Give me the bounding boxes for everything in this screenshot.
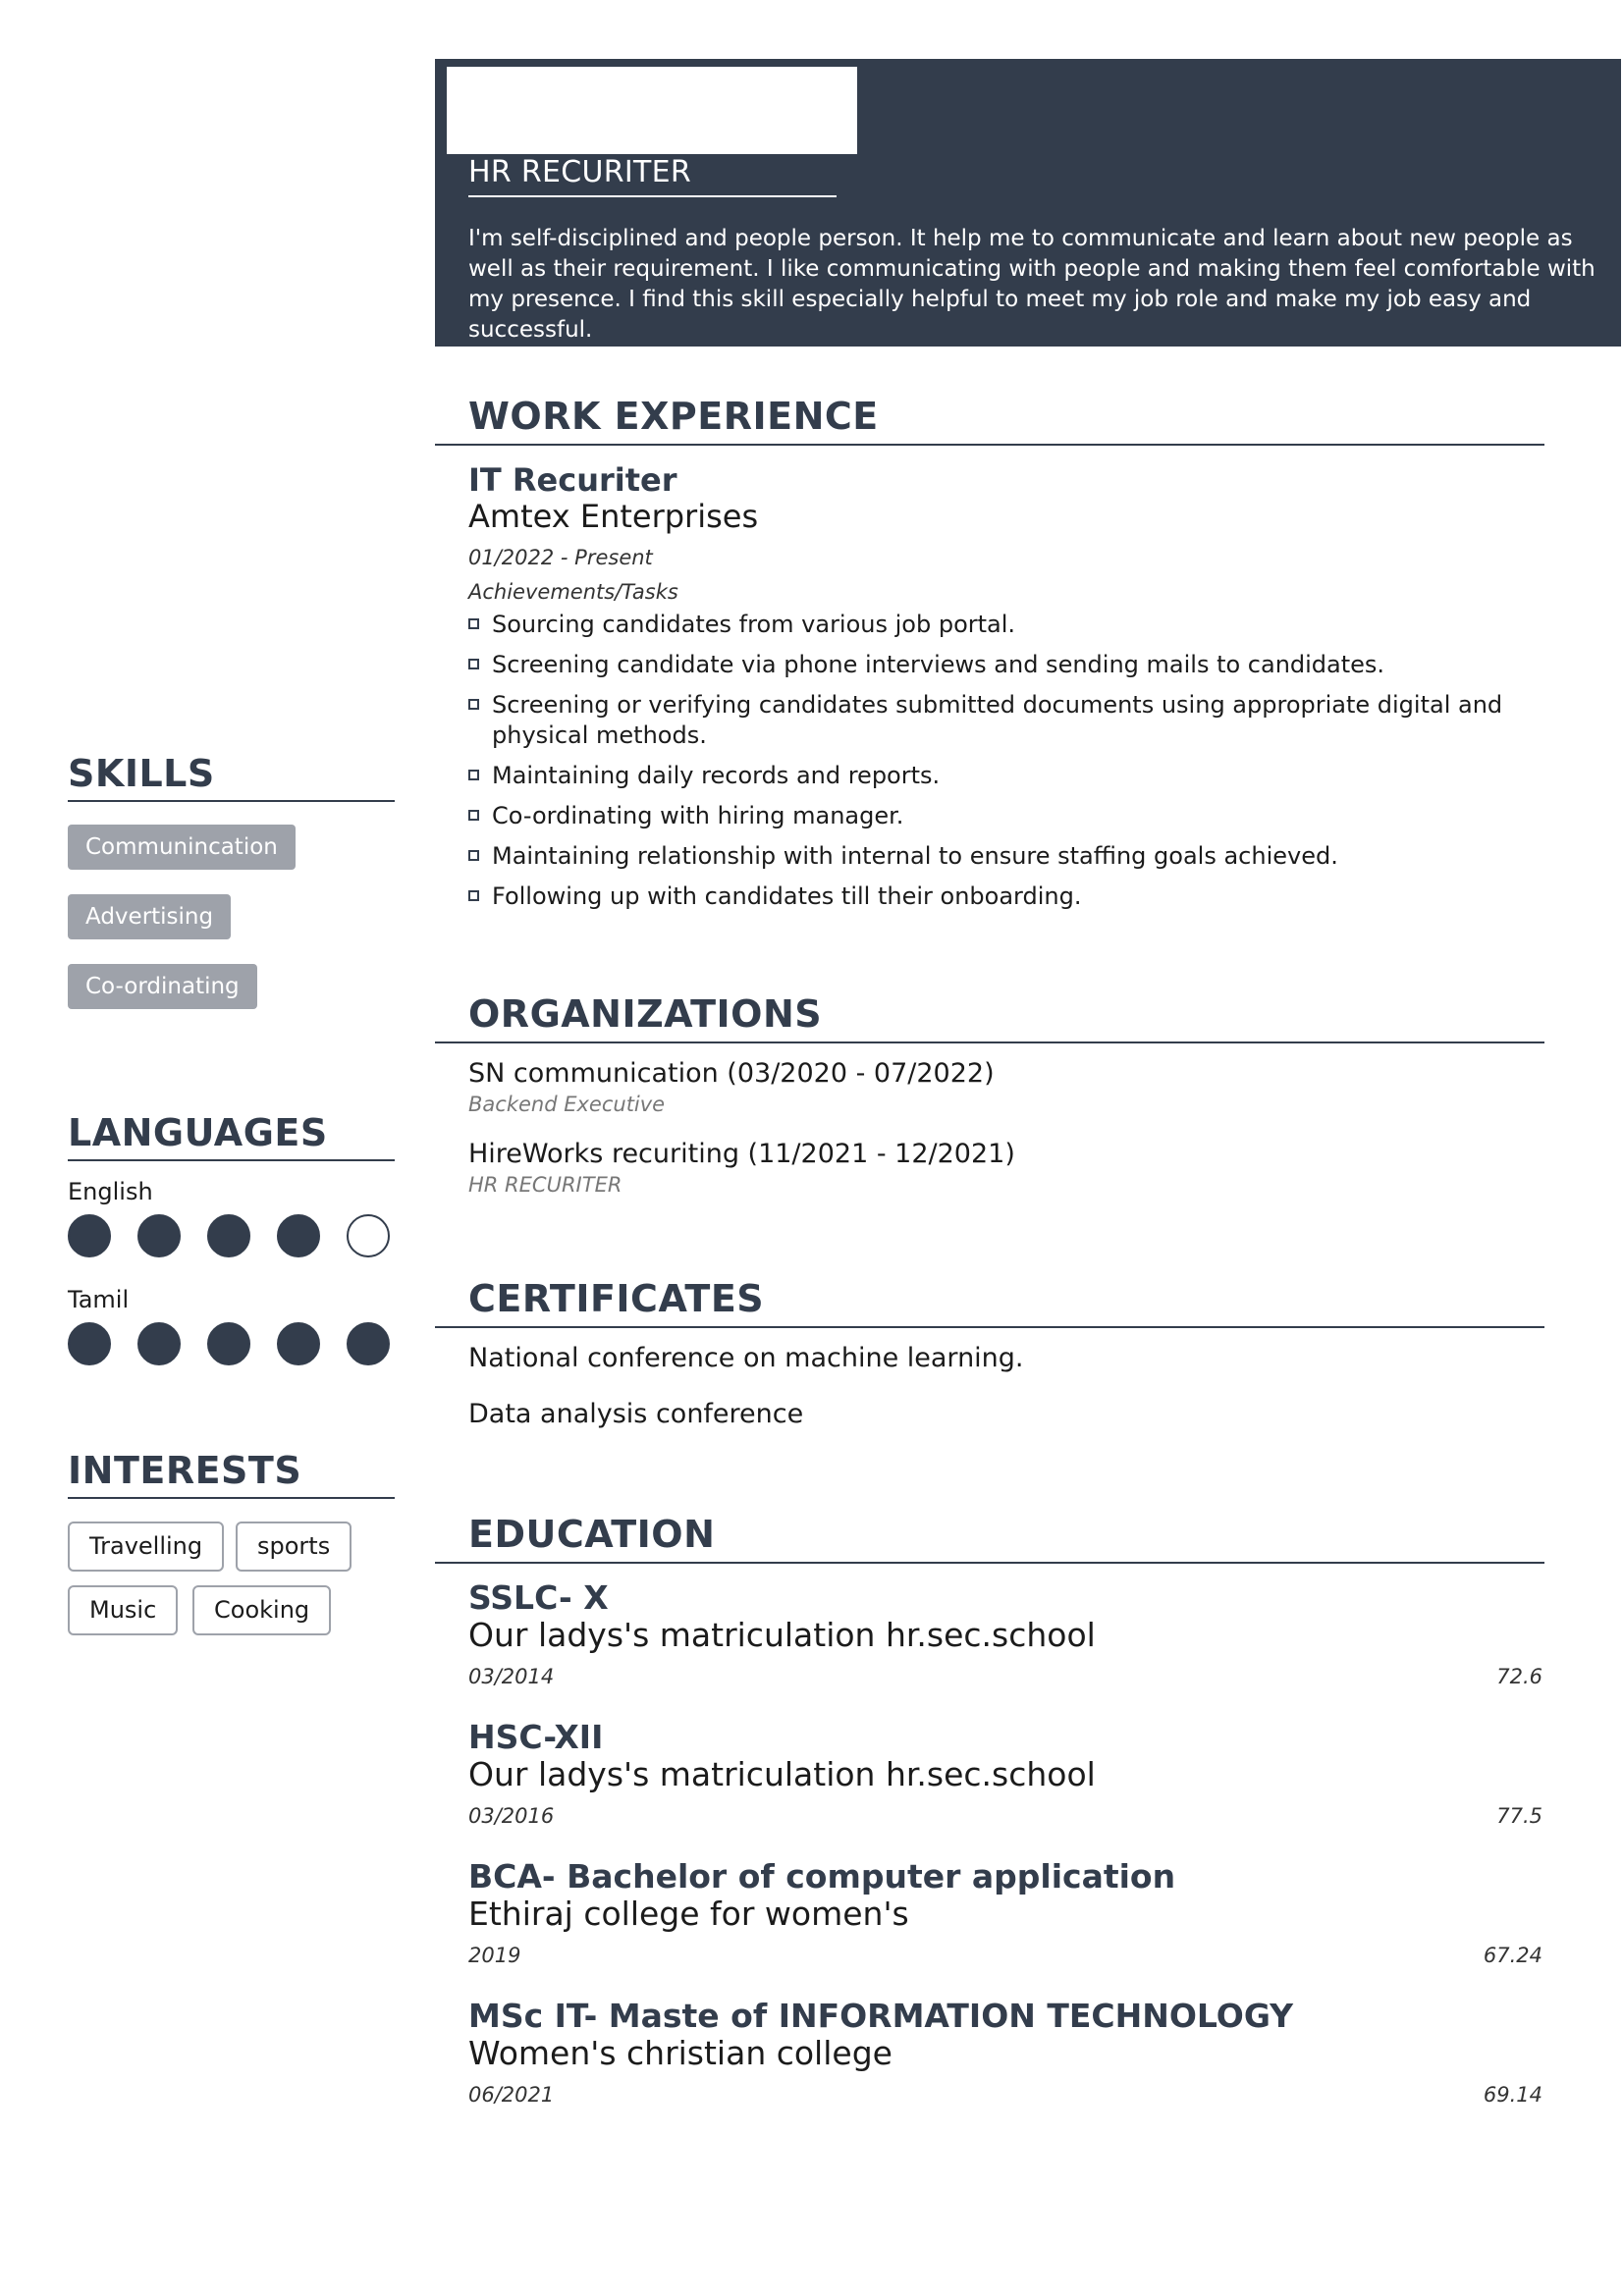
skills-heading: SKILLS bbox=[68, 752, 215, 795]
organizations-heading: ORGANIZATIONS bbox=[468, 992, 823, 1036]
skill-tag: Communincation bbox=[68, 825, 296, 870]
square-bullet-icon bbox=[468, 659, 479, 669]
interest-tag: sports bbox=[236, 1522, 352, 1572]
language-name: Tamil bbox=[68, 1286, 130, 1313]
square-bullet-icon bbox=[468, 699, 479, 710]
skill-tag: Co-ordinating bbox=[68, 964, 257, 1009]
education-date: 2019 bbox=[468, 1944, 521, 1967]
education-school: Our ladys's matriculation hr.sec.school bbox=[468, 1755, 1096, 1793]
skill-tag: Advertising bbox=[68, 894, 231, 939]
certificates-heading: CERTIFICATES bbox=[468, 1277, 765, 1320]
interest-tag: Music bbox=[68, 1585, 178, 1635]
filled-level-dot-icon bbox=[68, 1214, 111, 1257]
empty-level-dot-icon bbox=[347, 1214, 390, 1257]
education-date: 03/2014 bbox=[468, 1665, 555, 1688]
certificate-item: National conference on machine learning. bbox=[468, 1343, 1024, 1373]
square-bullet-icon bbox=[468, 770, 479, 780]
square-bullet-icon bbox=[468, 850, 479, 861]
education-score: 67.24 bbox=[1483, 1944, 1542, 1967]
task-item: Screening or verifying candidates submitted documents using appropriate digital and physical methods. bbox=[468, 690, 1548, 751]
organization-role: Backend Executive bbox=[468, 1093, 666, 1116]
filled-level-dot-icon bbox=[277, 1322, 320, 1365]
task-item: Screening candidate via phone interviews and sending mails to candidates. bbox=[468, 650, 1548, 680]
education-date: 06/2021 bbox=[468, 2083, 555, 2107]
task-item: Following up with candidates till their onboarding. bbox=[468, 881, 1548, 912]
task-item: Sourcing candidates from various job portal. bbox=[468, 610, 1548, 640]
organization-name: HireWorks recuriting (11/2021 - 12/2021) bbox=[468, 1139, 1015, 1169]
interests-heading: INTERESTS bbox=[68, 1449, 302, 1492]
organization-role: HR RECURITER bbox=[468, 1173, 622, 1197]
education-degree: HSC-XII bbox=[468, 1718, 604, 1756]
skills-divider bbox=[68, 800, 395, 802]
job-role: IT Recuriter bbox=[468, 461, 677, 499]
interest-tag: Cooking bbox=[192, 1585, 331, 1635]
education-degree: MSc IT- Maste of INFORMATION TECHNOLOGY bbox=[468, 1997, 1294, 2035]
education-score: 77.5 bbox=[1496, 1804, 1542, 1828]
organizations-divider bbox=[435, 1041, 1544, 1043]
education-school: Women's christian college bbox=[468, 2034, 893, 2072]
filled-level-dot-icon bbox=[137, 1214, 181, 1257]
square-bullet-icon bbox=[468, 618, 479, 629]
task-item: Co-ordinating with hiring manager. bbox=[468, 801, 1548, 831]
education-date: 03/2016 bbox=[468, 1804, 555, 1828]
task-item: Maintaining relationship with internal to ensure staffing goals achieved. bbox=[468, 841, 1548, 872]
tasks-label: Achievements/Tasks bbox=[468, 580, 678, 604]
work-experience-divider bbox=[435, 444, 1544, 446]
filled-level-dot-icon bbox=[207, 1214, 250, 1257]
education-degree: SSLC- X bbox=[468, 1578, 609, 1617]
task-item: Maintaining daily records and reports. bbox=[468, 761, 1548, 791]
square-bullet-icon bbox=[468, 810, 479, 821]
education-school: Ethiraj college for women's bbox=[468, 1895, 909, 1933]
name-placeholder-box bbox=[447, 67, 857, 154]
filled-level-dot-icon bbox=[68, 1322, 111, 1365]
languages-heading: LANGUAGES bbox=[68, 1111, 328, 1154]
education-score: 69.14 bbox=[1483, 2083, 1542, 2107]
profile-summary: I'm self-disciplined and people person. It help me to communicate and learn about new people as well as their requirement. I like communicating with people and making them feel comfortable with my presence. I find this skill especially helpful to meet my job role and make my job easy and successful. bbox=[468, 226, 1596, 343]
company-name: Amtex Enterprises bbox=[468, 498, 759, 535]
language-name: English bbox=[68, 1178, 153, 1205]
languages-divider bbox=[68, 1159, 395, 1161]
job-title: HR RECURITER bbox=[468, 155, 837, 197]
certificates-divider bbox=[435, 1326, 1544, 1328]
education-heading: EDUCATION bbox=[468, 1513, 716, 1556]
filled-level-dot-icon bbox=[277, 1214, 320, 1257]
organization-name: SN communication (03/2020 - 07/2022) bbox=[468, 1058, 995, 1089]
filled-level-dot-icon bbox=[137, 1322, 181, 1365]
resume-header bbox=[435, 59, 1621, 347]
filled-level-dot-icon bbox=[347, 1322, 390, 1365]
education-divider bbox=[435, 1562, 1544, 1564]
education-degree: BCA- Bachelor of computer application bbox=[468, 1857, 1176, 1896]
education-school: Our ladys's matriculation hr.sec.school bbox=[468, 1616, 1096, 1654]
work-experience-heading: WORK EXPERIENCE bbox=[468, 395, 879, 438]
interest-tag: Travelling bbox=[68, 1522, 224, 1572]
square-bullet-icon bbox=[468, 890, 479, 901]
job-dates: 01/2022 - Present bbox=[468, 546, 653, 569]
filled-level-dot-icon bbox=[207, 1322, 250, 1365]
certificate-item: Data analysis conference bbox=[468, 1399, 804, 1429]
education-score: 72.6 bbox=[1496, 1665, 1542, 1688]
interests-divider bbox=[68, 1497, 395, 1499]
